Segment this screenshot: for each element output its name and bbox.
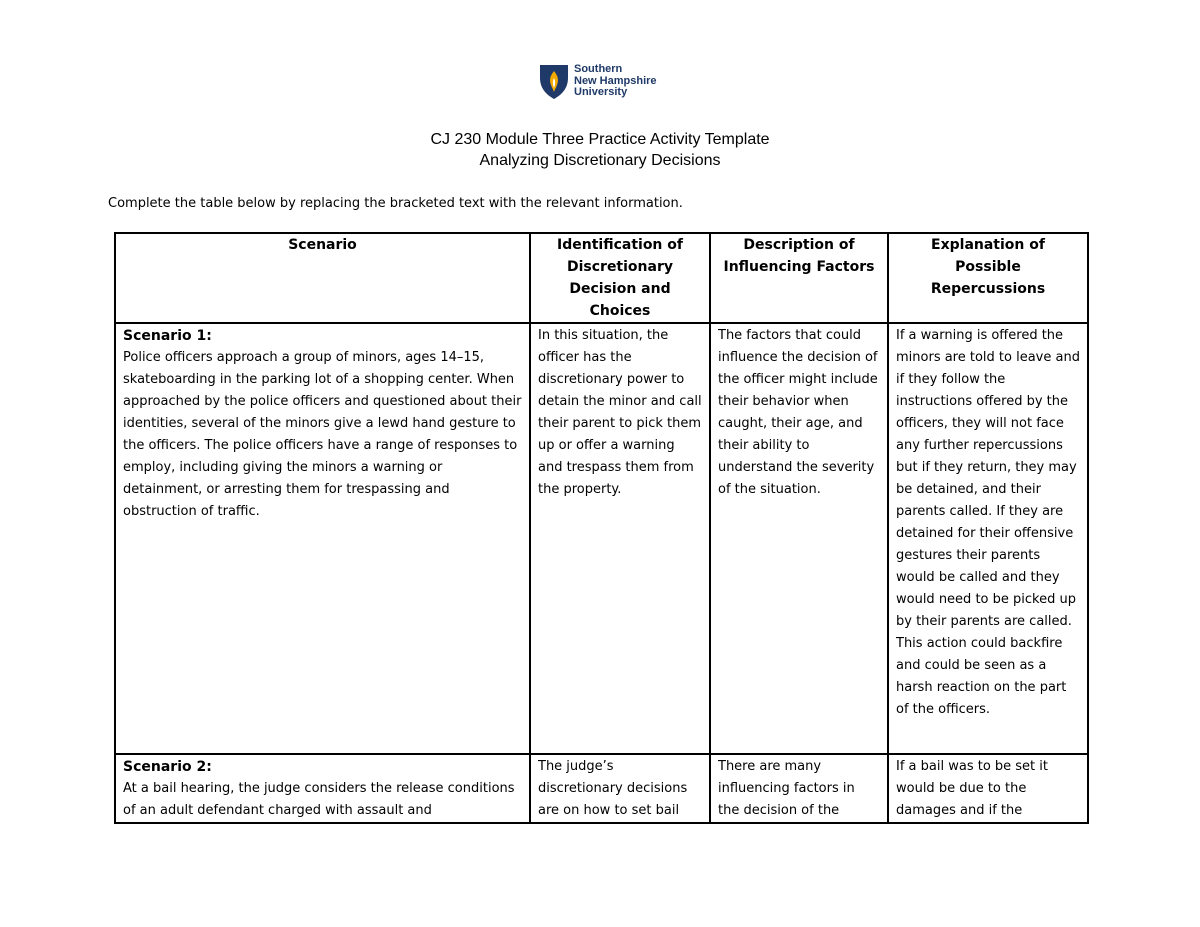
table-row — [115, 754, 1088, 823]
factors-text: There are many influencing factors in the decision of the — [718, 759, 855, 818]
header-scenario: Scenario — [115, 233, 530, 323]
identification-cell — [530, 754, 710, 823]
factors-cell: The factors that could influence the decision of the officer might include their behavior when caught, their age, and their ability to understand the severity of the situation. — [710, 323, 888, 754]
identification-cell: In this situation, the officer has the discretionary power to detain the minor and call their parent to pick them up or offer a warning and trespass them from the property. — [530, 323, 710, 754]
logo-line-2: New Hampshire — [574, 74, 657, 87]
scenario-table — [114, 232, 1089, 824]
scenario-text: Police officers approach a group of minors, ages 14–15, skateboarding in the parking lot of a shopping center. When approached by the police officers and questioned about their identities, several of the minors give a lewd hand gesture to the officers. The police officers have a range of responses to employ, including giving the minors a warning or detainment, or arresting them for trespassing and obstruction of traffic. — [123, 350, 522, 519]
document-title — [0, 129, 1200, 171]
logo-line-1: Southern — [574, 63, 623, 75]
repercussions-cell: If a warning is offered the minors are told to leave and if they follow the instructions offered by the officers, they will not face any further repercussions but if they return, they may be detained, and their parents called. If they are detained for their offensive gestures their parents would be called and they would need to be picked up by their parents are called. This action could backfire and could be seen as a harsh reaction on the part of the officers. — [888, 323, 1088, 754]
instructions-text: Complete the table below by replacing the bracketed text with the relevant information. — [108, 196, 683, 211]
title-line-2: Analyzing Discretionary Decisions — [479, 152, 721, 169]
identification-text: The judge’s discretionary decisions are on how to set bail — [538, 759, 688, 818]
repercussions-cell — [888, 754, 1088, 823]
scenario-text: At a bail hearing, the judge considers the release conditions of an adult defendant charged with assault and — [123, 781, 515, 818]
header-factors: Description of Influencing Factors — [710, 233, 888, 323]
scenario-cell — [115, 754, 530, 823]
factors-cell — [710, 754, 888, 823]
header-repercussions: Explanation of Possible Repercussions — [888, 233, 1088, 323]
logo-line-3: University — [574, 86, 628, 98]
title-line-1: CJ 230 Module Three Practice Activity Template — [430, 131, 770, 148]
table-row — [115, 323, 1088, 754]
header-identification: Identification of Discretionary Decision and Choices — [530, 233, 710, 323]
shield-flame-icon — [539, 64, 569, 100]
scenario-cell — [115, 323, 530, 754]
logo-wordmark — [574, 64, 657, 99]
scenario-label: Scenario 2: — [123, 759, 212, 775]
university-logo — [539, 64, 657, 100]
scenario-label: Scenario 1: — [123, 328, 212, 344]
table-header-row — [115, 233, 1088, 323]
repercussions-text: If a bail was to be set it would be due to the damages and if the — [896, 759, 1048, 818]
